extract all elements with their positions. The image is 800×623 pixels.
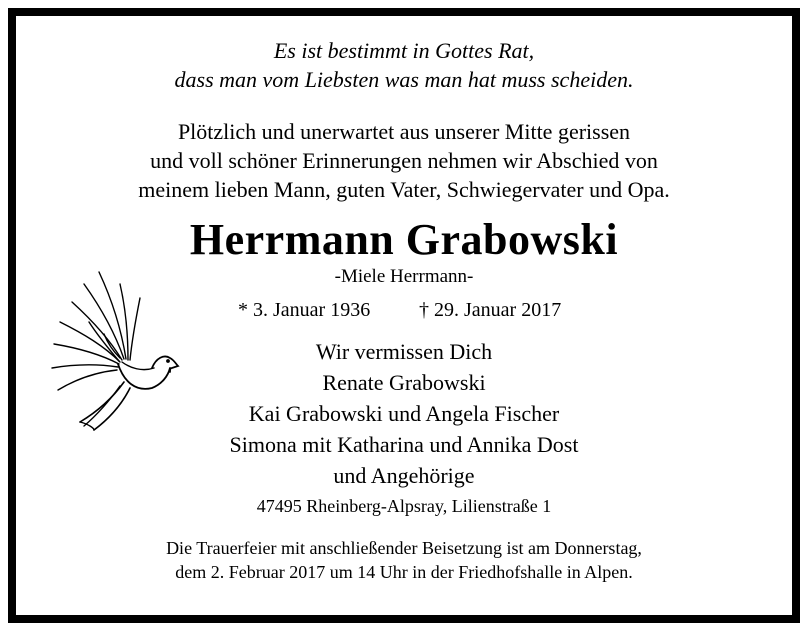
funeral-info-line-1: Die Trauerfeier mit anschließender Beisetzung ist am Donnerstag,	[166, 538, 642, 558]
verse-line-1: Es ist bestimmt in Gottes Rat,	[273, 38, 535, 63]
intro-line-2: und voll schöner Erinnerungen nehmen wir Abschied von	[150, 148, 658, 173]
mourners-line-5: und Angehörige	[333, 463, 475, 488]
verse-line-2: dass man vom Liebsten was man hat muss scheiden.	[174, 67, 634, 92]
intro-line-3: meinem lieben Mann, guten Vater, Schwiegervater und Opa.	[138, 177, 670, 202]
death-date: † 29. Januar 2017	[419, 299, 562, 321]
mourners-line-3: Kai Grabowski und Angela Fischer	[248, 401, 560, 426]
address: 47495 Rheinberg-Alpsray, Lilienstraße 1	[256, 496, 552, 516]
intro-line-1: Plötzlich und unerwartet aus unserer Mitte gerissen	[177, 119, 631, 144]
funeral-info-line-2: dem 2. Februar 2017 um 14 Uhr in der Friedhofshalle in Alpen.	[175, 562, 633, 582]
mourners-line-1: Wir vermissen Dich	[315, 339, 493, 364]
mourners-line-4: Simona mit Katharina und Annika Dost	[229, 432, 579, 457]
birth-date: * 3. Januar 1936	[238, 299, 371, 321]
mourners-line-2: Renate Grabowski	[322, 370, 486, 395]
obituary-card	[8, 8, 800, 623]
deceased-name: Herrmann Grabowski	[189, 215, 619, 264]
deceased-nickname: -Miele Herrmann-	[334, 266, 474, 287]
